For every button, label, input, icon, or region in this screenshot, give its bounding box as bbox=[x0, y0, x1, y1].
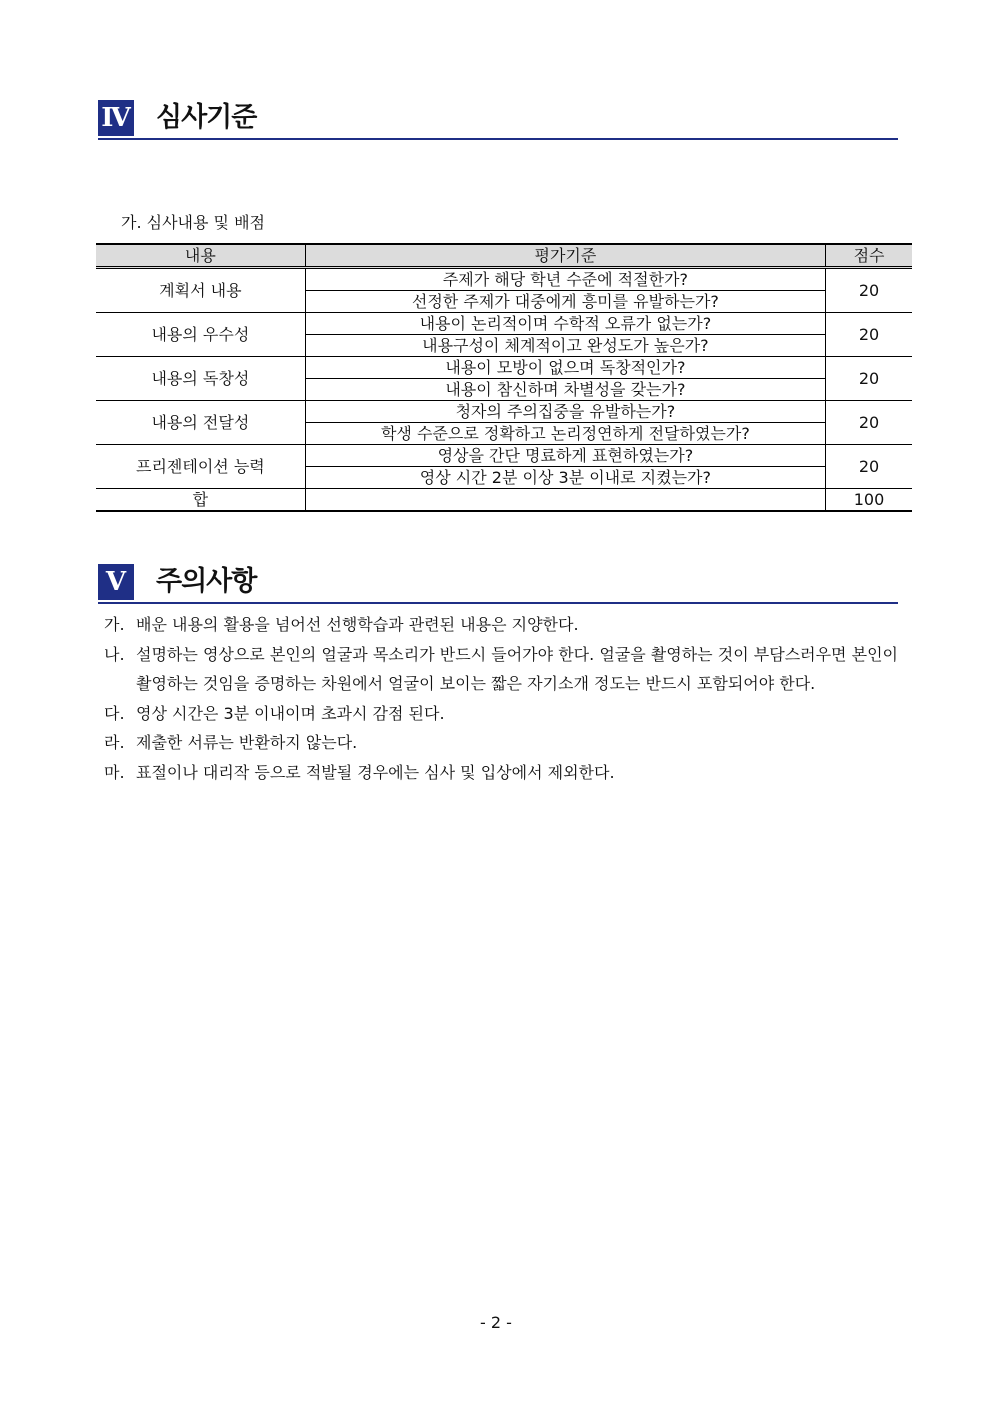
section-4-heading bbox=[98, 98, 898, 140]
subsection-title: 가. 심사내용 및 배점 bbox=[121, 213, 265, 232]
category-cell: 내용의 전달성 bbox=[96, 401, 305, 445]
criteria-cell: 내용이 참신하며 차별성을 갖는가? bbox=[305, 379, 825, 401]
page-number: - 2 - bbox=[480, 1313, 512, 1332]
score-cell: 20 bbox=[826, 268, 912, 313]
section-5-title: 주의사항 bbox=[156, 566, 257, 597]
category-cell: 내용의 독창성 bbox=[96, 357, 305, 401]
criteria-cell: 내용이 논리적이며 수학적 오류가 없는가? bbox=[305, 313, 825, 335]
header-content: 내용 bbox=[96, 244, 305, 268]
note-marker: 마. bbox=[104, 762, 125, 782]
section-4-numeral: Ⅳ bbox=[98, 100, 134, 136]
note-marker: 다. bbox=[104, 703, 125, 723]
criteria-cell: 내용이 모방이 없으며 독창적인가? bbox=[305, 357, 825, 379]
table-row bbox=[96, 268, 912, 291]
table-row bbox=[96, 401, 912, 423]
category-cell: 프리젠테이션 능력 bbox=[96, 445, 305, 489]
note-item bbox=[104, 728, 898, 758]
criteria-cell: 영상 시간 2분 이상 3분 이내로 지켰는가? bbox=[305, 467, 825, 489]
section-4-title: 심사기준 bbox=[156, 102, 257, 133]
criteria-cell: 내용구성이 체계적이고 완성도가 높은가? bbox=[305, 335, 825, 357]
note-text: 설명하는 영상으로 본인의 얼굴과 목소리가 반드시 들어가야 한다. 얼굴을 촬영하는 것이 부담스러우면 본인이 촬영하는 것임을 증명하는 차원에서 얼굴이 보이는 짧은 자기소개 정도는 반드시 포함되어야 한다. bbox=[136, 644, 898, 693]
score-cell: 20 bbox=[826, 313, 912, 357]
note-item bbox=[104, 758, 898, 788]
note-text: 제출한 서류는 반환하지 않는다. bbox=[136, 733, 358, 752]
note-marker: 가. bbox=[104, 615, 125, 634]
criteria-table-body bbox=[96, 268, 912, 512]
section-5-numeral: Ⅴ bbox=[98, 564, 134, 600]
category-cell: 계획서 내용 bbox=[96, 268, 305, 313]
table-row bbox=[96, 445, 912, 467]
note-marker: 라. bbox=[104, 733, 125, 752]
criteria-cell: 청자의 주의집중을 유발하는가? bbox=[305, 401, 825, 423]
total-row bbox=[96, 489, 912, 512]
table-header-row bbox=[96, 244, 912, 268]
note-item bbox=[104, 699, 898, 729]
category-cell: 내용의 우수성 bbox=[96, 313, 305, 357]
score-cell: 20 bbox=[826, 401, 912, 445]
total-criteria bbox=[305, 489, 825, 512]
score-cell: 20 bbox=[826, 357, 912, 401]
criteria-cell: 학생 수준으로 정확하고 논리정연하게 전달하였는가? bbox=[305, 423, 825, 445]
table-row bbox=[96, 313, 912, 335]
note-item bbox=[104, 640, 898, 699]
header-criteria: 평가기준 bbox=[305, 244, 825, 268]
note-text: 영상 시간은 3분 이내이며 초과시 감점 된다. bbox=[136, 703, 445, 723]
criteria-cell: 주제가 해당 학년 수준에 적절한가? bbox=[305, 268, 825, 291]
total-label: 합 bbox=[96, 489, 305, 512]
criteria-cell: 선정한 주제가 대중에게 흥미를 유발하는가? bbox=[305, 291, 825, 313]
note-text: 표절이나 대리작 등으로 적발될 경우에는 심사 및 입상에서 제외한다. bbox=[136, 762, 615, 782]
note-marker: 나. bbox=[104, 644, 125, 664]
header-score: 점수 bbox=[826, 244, 912, 268]
notes-list bbox=[104, 610, 898, 787]
criteria-table bbox=[96, 243, 912, 512]
criteria-cell: 영상을 간단 명료하게 표현하였는가? bbox=[305, 445, 825, 467]
table-row bbox=[96, 357, 912, 379]
note-item bbox=[104, 610, 898, 640]
total-score: 100 bbox=[826, 489, 912, 512]
note-text: 배운 내용의 활용을 넘어선 선행학습과 관련된 내용은 지양한다. bbox=[136, 615, 579, 634]
score-cell: 20 bbox=[826, 445, 912, 489]
section-5-heading bbox=[98, 562, 898, 604]
